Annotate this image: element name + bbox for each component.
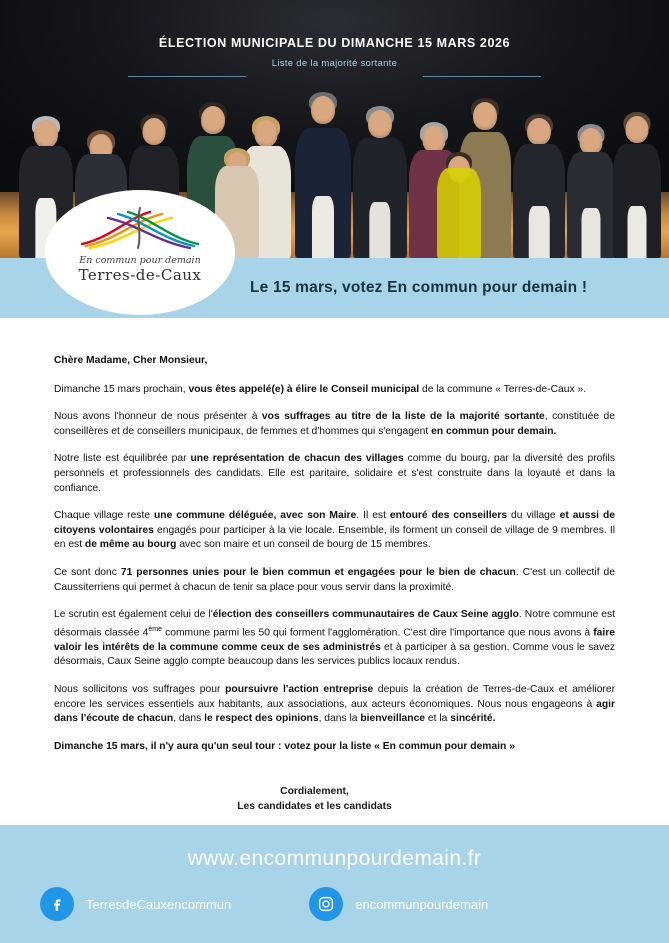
social-links [0, 887, 669, 921]
letter-salutation: Chère Madame, Cher Monsieur, [54, 355, 208, 366]
title-rule-left [128, 76, 246, 77]
slogan-text: Le 15 mars, votez En commun pour demain ! [250, 279, 588, 296]
letter-paragraph: Nous sollicitons vos suffrages pour poursuivre l'action entreprise depuis la création de Terres-de-Caux et améliorer encore les services essentiels aux habitants, aux associations, aux acteurs économiques. Nous nous engageons à agir dans l'écoute de chacun, dans le respect des opinions, dans la bienveillance et la sincérité. [54, 683, 616, 725]
letter-paragraph: Nous avons l'honneur de nous présenter à vos suffrages au titre de la liste de la majorité sortante, constituée de conseillères et de conseillers municipaux, de femmes et d'hommes qui s'engagent en commun pour demain. [54, 411, 615, 437]
letter-body [0, 318, 669, 814]
instagram-icon [309, 887, 343, 921]
letter-paragraph: Le scrutin est également celui de l'élection des conseillers communautaires de Caux Seine agglo. Notre commune est désormais classée 4ème commune parmi les 50 qui forment l'agglomération. C'est dire l'importance que nous avons à faire valoir les intérêts de la commune comme ceux de ses administrés et à participer à sa gestion. Comme vous le savez désormais, Caux Seine agglo compte beaucoup dans les services publics locaux rendus. [54, 609, 616, 668]
logo-name: Terres-de-Caux [78, 266, 202, 284]
facebook-handle: TerresdeCauxencommun [86, 896, 232, 912]
facebook-link[interactable] [40, 887, 231, 921]
election-subtitle: Liste de la majorité sortante [271, 58, 398, 69]
letter-closing-line: Dimanche 15 mars, il n'y aura qu'un seul tour : votez pour la liste « En commun pour demain » [54, 740, 515, 752]
website-url[interactable]: www.encommunpourdemain.fr [187, 847, 482, 870]
crossed-strands-logo-icon [76, 204, 204, 252]
letter-paragraph: Notre liste est équilibrée par une représentation de chacun des villages comme du bourg, par la diversité des profils personnels et professionnels des candidats. Elle est paritaire, solidaire et s'est construite dans la loyauté et dans la confiance. [54, 453, 615, 494]
letter-paragraph: Chaque village reste une commune déléguée, avec son Maire. Il est entouré des conseillers du village et aussi de citoyens volontaires engagés pour participer à la vie locale. Ensemble, ils forment un conseil de village de 9 membres. Il en est de même au bourg avec son maire et un conseil de bourg de 15 membres. [54, 510, 615, 551]
footer-banner [0, 825, 669, 943]
logo-badge [45, 190, 235, 315]
letter-signature [54, 784, 615, 814]
title-rule-right [423, 76, 541, 77]
instagram-handle: encommunpourdemain [355, 896, 489, 912]
instagram-link[interactable] [309, 887, 488, 921]
facebook-icon [40, 887, 74, 921]
signature-cordially: Cordialement, [280, 786, 349, 798]
logo-tagline: En commun pour demain [79, 255, 201, 266]
letter-paragraph: Dimanche 15 mars prochain, vous êtes appelé(e) à élire le Conseil municipal de la commune « Terres-de-Caux ». [54, 383, 587, 395]
letter-paragraph: Ce sont donc 71 personnes unies pour le bien commun et engagées pour le bien de chacun. C'est un collectif de Caussiterriens qui permet à chacun de tenir sa place pour vous servir dans la proximité. [54, 566, 615, 593]
signature-candidates: Les candidates et les candidats [237, 801, 392, 813]
election-title: ÉLECTION MUNICIPALE DU DIMANCHE 15 MARS 2026 [158, 36, 511, 50]
